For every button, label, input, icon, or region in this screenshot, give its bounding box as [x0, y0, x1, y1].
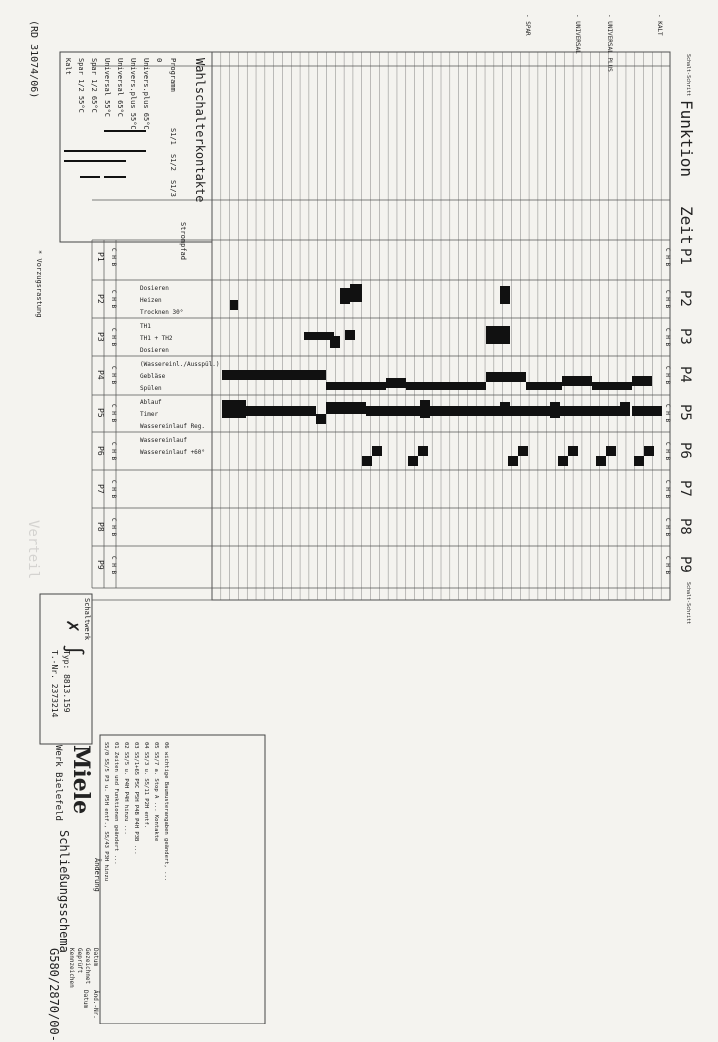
chb-label-left: C H B: [110, 442, 117, 461]
program-row: Univers.plus 65°C: [142, 58, 150, 130]
schedule-block: [372, 446, 382, 456]
chb-label: C H B: [664, 248, 671, 267]
function-label: Timer: [140, 411, 159, 418]
header-note-spar: - SPAR: [524, 14, 531, 36]
schedule-block: [326, 382, 386, 390]
schedule-block: [418, 446, 428, 456]
title-block-label: Gezeichnet: [84, 948, 91, 985]
p-label-left: P6: [96, 446, 105, 456]
schedule-block: [632, 406, 662, 416]
p-label-right: P3: [677, 328, 693, 345]
schedule-block: [558, 456, 568, 466]
change-row: 02 S5/5 u. P4H P4H hinzu ...: [123, 742, 129, 835]
schedule-block: [330, 336, 340, 348]
schedule-block: [510, 406, 550, 416]
chb-label-left: C H B: [110, 290, 117, 309]
function-label: (Wassereinl./Ausspül.): [140, 361, 220, 368]
schedule-block: [568, 446, 578, 456]
contact-line-3: [64, 160, 126, 162]
p-label-left: P4: [96, 370, 105, 380]
schedule-block: [632, 376, 652, 386]
schedule-block: [592, 382, 632, 390]
change-row: 03 S5/1+65 P5C P5H P4B P4H P3B ...: [133, 742, 139, 855]
schedule-block: [366, 406, 420, 416]
chb-label: C H B: [664, 518, 671, 537]
schedule-block: [408, 456, 418, 466]
function-label: Trocknen 30°: [140, 309, 184, 316]
schalt-schritt-bottom: Schalt-Schritt: [685, 582, 691, 625]
t-number: T.-Nr. 2373214: [50, 650, 59, 718]
schedule-block: [562, 376, 592, 386]
change-row: 06 wichtige Baumusterangaben geändert, ...: [163, 742, 169, 882]
schedule-block: [486, 372, 526, 382]
schedule-block: [508, 456, 518, 466]
schedule-block: [406, 382, 486, 390]
program-row: Spar 1/2 55°C: [77, 58, 85, 113]
schedule-block: [420, 400, 430, 418]
ident-label: Datum: [82, 990, 89, 1009]
header-note-universal: - UNIVERSAL: [574, 14, 581, 54]
schedule-block: [550, 402, 560, 418]
chb-label: C H B: [664, 366, 671, 385]
p-label-left: P8: [96, 522, 105, 532]
program-row: Kalt: [64, 58, 72, 75]
schaltwerk-symbol: ✗ ∫: [62, 620, 86, 657]
p-label-right: P9: [677, 556, 693, 573]
schedule-block: [222, 370, 326, 380]
p-label-right: P4: [677, 366, 693, 383]
schedule-block: [340, 288, 350, 304]
brand-logo: Miele: [68, 745, 94, 815]
contact-s1-1: S1/1: [169, 128, 177, 145]
function-label: TH1 + TH2: [140, 335, 173, 342]
p-label-left: P1: [96, 252, 105, 262]
schedule-block: [596, 456, 606, 466]
programm-header: Programm: [169, 58, 177, 92]
program-row: Univers.plus 55°C: [129, 58, 137, 130]
schedule-block: [386, 378, 406, 388]
program-row: 0: [155, 58, 163, 63]
schedule-block: [345, 330, 355, 340]
function-label: Ablauf: [140, 399, 162, 406]
schedule-block: [222, 400, 246, 418]
schedule-block: [560, 406, 620, 416]
function-label: Wassereinlauf Reg.: [140, 423, 206, 430]
schedule-block: [316, 414, 326, 424]
schedule-block: [230, 300, 238, 310]
schaltwerk-label: Schaltwerk: [83, 598, 91, 641]
program-row: Universal 65°C: [116, 58, 124, 118]
strompfad-label: Strompfad: [179, 222, 187, 260]
p-label-left: P9: [96, 560, 105, 570]
program-row: Universal 55°C: [103, 58, 111, 118]
chb-label: C H B: [664, 556, 671, 575]
chb-label-left: C H B: [110, 366, 117, 385]
schedule-block: [606, 446, 616, 456]
change-column-label: Änderung: [93, 858, 101, 892]
header-note-kalt: - KALT: [656, 14, 663, 36]
p-label-right: P5: [677, 404, 693, 421]
header-note-universal-plus: - UNIVERSAL PLUS: [606, 14, 613, 72]
drawing-number: G580/2870/00-: [47, 948, 61, 1042]
change-row: S5/0 S5/5 P3 u. P5H entf., S5/43 P3H hinzu: [103, 742, 109, 882]
change-row: 04 S5/3 u. S5/11 P2H entf.: [143, 742, 149, 829]
schedule-block: [486, 326, 510, 344]
ident-label: Änd.-Nr.: [92, 990, 99, 1019]
function-label: Dosieren: [140, 285, 169, 292]
change-row: 01 Zeiten und Funktionen geändert ...: [113, 742, 119, 865]
function-label: Wassereinlauf: [140, 437, 187, 444]
ghost-text: Verteil: [25, 520, 41, 580]
contact-s1-2: S1/2: [169, 154, 177, 171]
function-label: Dosieren: [140, 347, 169, 354]
chb-label-left: C H B: [110, 480, 117, 499]
funktion-title: Funktion: [677, 100, 696, 178]
p-label-left: P7: [96, 484, 105, 494]
p-label-right: P1: [677, 248, 693, 265]
schedule-block: [430, 406, 500, 416]
p-label-right: P7: [677, 480, 693, 497]
document-title: Schließungsschema: [57, 830, 71, 953]
chb-label-left: C H B: [110, 556, 117, 575]
document-reference: (RD 31074/06): [28, 20, 39, 99]
function-label: Wassereinlauf +60°: [140, 449, 206, 456]
p-label-right: P6: [677, 442, 693, 459]
contact-line-5: [104, 176, 126, 178]
chb-label: C H B: [664, 290, 671, 309]
p-label-right: P2: [677, 290, 693, 307]
chb-label: C H B: [664, 404, 671, 423]
werk-label: Werk Bielefeld: [53, 745, 63, 821]
contact-s1-3: S1/3: [169, 180, 177, 197]
title-block-label: Datum: [92, 948, 99, 967]
contact-line-4: [80, 176, 100, 178]
wahlschalter-title: Wahlschalterkontakte: [193, 58, 207, 203]
schedule-block: [500, 286, 510, 304]
contact-line-1: [104, 130, 146, 132]
chb-label-left: C H B: [110, 518, 117, 537]
function-label: Gebläse: [140, 373, 166, 380]
contact-line-2: [64, 150, 146, 152]
schedule-block: [644, 446, 654, 456]
zeit-title: Zeit: [677, 206, 696, 245]
schedule-block: [526, 382, 562, 390]
schedule-block: [362, 456, 372, 466]
chb-label-left: C H B: [110, 328, 117, 347]
function-label: Spülen: [140, 385, 162, 392]
p-label-left: P3: [96, 332, 105, 342]
p-label-left: P5: [96, 408, 105, 418]
chb-label: C H B: [664, 442, 671, 461]
function-label: TH1: [140, 323, 151, 330]
schedule-block: [326, 402, 366, 414]
schedule-block: [246, 406, 316, 416]
title-block-label: Kennzeichen: [68, 948, 75, 988]
chb-label: C H B: [664, 480, 671, 499]
schedule-block: [350, 284, 362, 302]
schedule-block: [518, 446, 528, 456]
vorzug-note: * Vorzugsrastung: [35, 250, 43, 318]
title-block-label: Geprüft: [76, 948, 83, 974]
chb-label: C H B: [664, 328, 671, 347]
schalt-schritt-top: Schalt-Schritt: [685, 54, 691, 97]
chb-label-left: C H B: [110, 404, 117, 423]
schedule-block: [500, 402, 510, 416]
typ-number: Typ: 8813.159: [62, 650, 71, 713]
schedule-block: [634, 456, 644, 466]
function-label: Heizen: [140, 297, 162, 304]
change-row: 05 S5/7 a. Stop A ... Kontakte: [153, 742, 159, 842]
p-label-right: P8: [677, 518, 693, 535]
schedule-block: [620, 402, 630, 416]
program-row: Spar 1/2 65°C: [90, 58, 98, 113]
chb-label-left: C H B: [110, 248, 117, 267]
p-label-left: P2: [96, 294, 105, 304]
